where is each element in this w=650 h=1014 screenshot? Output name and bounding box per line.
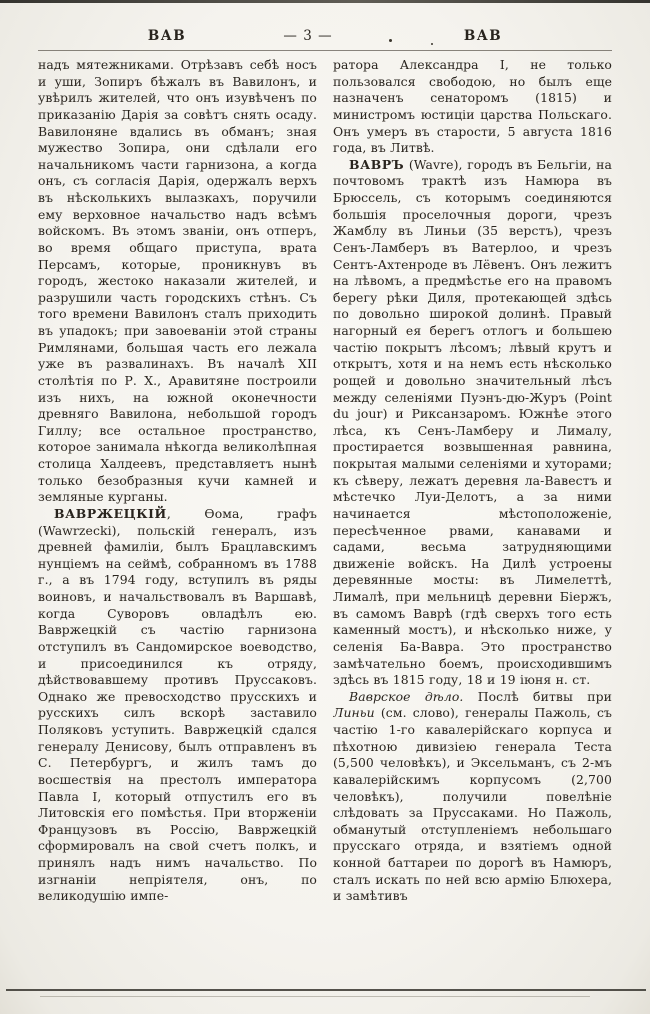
text-columns [38,57,612,990]
body-text: Послѣ битвы при [463,688,612,704]
scan-edge-bottom [6,989,646,991]
paragraph [38,57,317,506]
running-head-left-keyword: ВАВ [147,28,187,44]
emphasized-text: Линьи [333,705,375,721]
column-right [333,57,612,990]
ink-speck [389,39,392,42]
paragraph [333,57,612,157]
running-head [0,28,650,46]
body-text: (см. слово), генералы Пажоль, съ частію 1-го кавалерійскаго корпуса и пѣхотною дивизіею генерала Теста (5,500 человѣкъ), и Эксельманъ, съ 2-мъ кавалерійскимъ корпусомъ (2,700 человѣкъ), получили повелѣніе слѣдовать за Пруссаками. Но Пажоль, обманутый отступленіемъ небольшаго прусскаго отряда, и взятіемъ одной конной баттареи по дорогѣ въ Намюръ, сталъ искать по ней всю армію Блюхера, и замѣтивъ [333,705,612,904]
article-headword: ВАВРЖЕЦКІЙ [54,505,167,521]
scan-edge-top [0,0,650,3]
column-left [38,57,317,990]
body-text: (Wavre), городъ въ Бельгіи, на почтовомъ трактѣ изъ Намюра въ Брюссель, съ которымъ соединяются большія проселочныя дороги, чрезъ Жамблу въ Линьи (35 верстъ), чрезъ Сенъ-Ламберъ въ Ватерлоо, и чрезъ Сентъ-Ахтенроде въ Лёвенъ. Онъ лежитъ на лѣвомъ, а предмѣстье его на правомъ берегу рѣки Диля, протекающей здѣсь по довольно широкой долинѣ. Правый нагорный ея берегъ отлогъ и большею частію покрытъ лѣсомъ; лѣвый крутъ и открытъ, хотя и на немъ есть нѣсколько рощей и довольно значительный лѣсъ между селеніями Пуэнъ-дю-Журъ (Point du jour) и Риксанзаромъ. Южнѣе этого лѣса, къ Сенъ-Ламберу и Лималу, простирается возвышенная равнина, покрытая малыми селеніями и хуторами; къ сѣверу, лежатъ деревня ла-Вавестъ и мѣстечко Луи-Делотъ, а за ними начинается мѣстоположеніе, пересѣченное рвами, канавами и садами, весьма затрудняющими движеніе войскъ. На Дилѣ устроены деревянные мосты: въ Лимелеттѣ, Лималѣ, при мельницѣ деревни Біержъ, въ самомъ Ваврѣ (гдѣ сверхъ того есть каменный мостъ), и нѣсколько ниже, у селенія Ба-Вавра. Это пространство замѣчательно боемъ, происходившимъ здѣсь въ 1815 году, 18 и 19 іюня н. ст. [333,156,612,688]
body-text: , Ѳома, графъ (Wawrzecki), польскій генералъ, изъ древней фамиліи, былъ Брацлавскимъ нунціемъ на сеймѣ, собранномъ въ 1788 г., а въ 1794 году, вступилъ въ ряды воиновъ, и начальствовалъ въ Варшавѣ, когда Суворовъ овладѣлъ ею. Вавржецкій съ частію гарнизона отступилъ въ Сандомирское воеводство, и присоединился къ отряду, дѣйствовавшему противъ Пруссаковъ. Однако же превосходство прусскихъ и русскихъ силъ вскорѣ заставило Поляковъ уступить. Вавржецкій сдался генералу Денисову, былъ отправленъ въ С. Петербургъ, и жилъ тамъ до восшествія на престолъ императора Павла I, который отпустилъ его въ Литовскія его помѣстья. При вторженіи Французовъ въ Россію, Вавржецкій сформировалъ на свой счетъ полкъ, и принялъ надъ нимъ начальство. По изгнаніи непріятеля, онъ, по великодушію импе- [38,505,317,904]
header-rule [38,50,612,51]
body-text: надъ мятежниками. Отрѣзавъ себѣ носъ и уши, Зопиръ бѣжалъ въ Вавилонъ, и увѣрилъ жителей, что онъ изувѣченъ по приказанію Дарія за совѣтъ снять осаду. Вавилоняне вдались въ обманъ; зная мужество Зопира, они сдѣлали его начальникомъ части гарнизона, а когда онъ, съ согласія Дарія, одержалъ верхъ въ нѣсколькихъ вылазкахъ, поручили ему верховное начальство надъ всѣмъ войскомъ. Въ этомъ званіи, онъ отперъ, во время общаго приступа, врата Персамъ, которые, проникнувъ въ городъ, жестоко наказали жителей, и разрушили часть городскихъ стѣнъ. Съ того времени Вавилонъ сталъ приходить въ упадокъ; при завоеваніи этой страны Римлянами, большая часть его лежала уже въ развалинахъ. Въ началѣ XII столѣтія по Р. Х., Аравитяне построили изъ нихъ, на южной оконечности древняго Вавилона, небольшой городъ Гиллу; все остальное пространство, которое занимала нѣкогда великолѣпная столица Халдеевъ, представляетъ нынѣ только безобразныя кучи камней и земляные курганы. [38,57,317,505]
emphasized-text: Ваврское дѣло. [349,688,464,704]
paragraph [333,689,612,905]
body-text: ратора Александра I, не только пользовался свободою, но былъ еще назначенъ сенаторомъ (1815) и министромъ юстиціи царства Польскаго. Онъ умеръ въ старости, 5 августа 1816 года, въ Литвѣ. [333,57,612,156]
paragraph [333,157,612,689]
ink-speck [431,43,433,45]
paragraph [38,506,317,905]
article-headword: ВАВРЪ [349,156,405,172]
scan-edge-bottom-faint [40,996,590,997]
running-head-right-keyword: ВАВ [463,28,503,44]
page-number: — 3 — [283,28,333,44]
